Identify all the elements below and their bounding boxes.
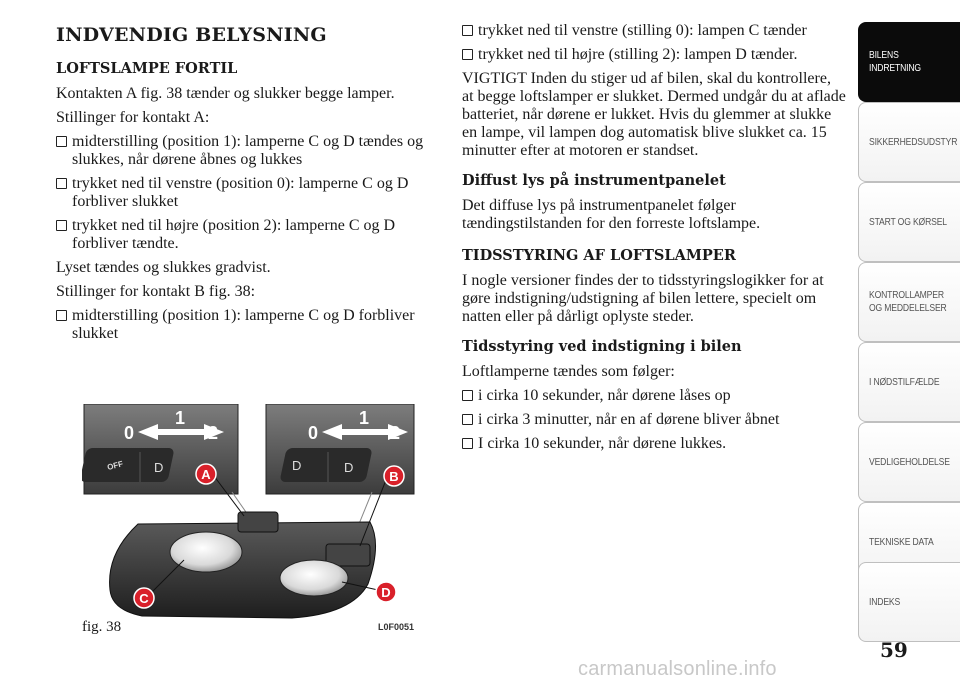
ceiling-lamp-illustration xyxy=(82,404,416,634)
tab-label: KONTROLLAMPER OG MEDDELELSER xyxy=(869,289,947,314)
lamp-c-lens xyxy=(170,532,242,572)
left-column xyxy=(56,22,440,349)
paragraph: Det diffuse lys på instrumentpanelet følger tændingstilstanden for den forreste loftslampe. xyxy=(462,197,761,232)
svg-text:2: 2 xyxy=(390,423,401,443)
tab-label: BILENS INDRETNING xyxy=(869,49,921,74)
lamp-d-lens xyxy=(280,560,348,596)
right-column xyxy=(462,22,846,459)
section-title-diffuse-light: Diffust lys på instrumentpanelet xyxy=(462,172,726,189)
section-title-front-lamp: LOFTSLAMPE FORTIL xyxy=(56,60,238,77)
switch-a-detail xyxy=(82,448,175,482)
list-item: trykket ned til venstre (stilling 0): lampen C tænder xyxy=(462,22,846,40)
switch-b-detail xyxy=(279,448,372,482)
watermark: carmanualsonline.info xyxy=(578,658,777,680)
tab-vedligeholdelse[interactable] xyxy=(858,422,960,502)
tab-start-og-korsel[interactable] xyxy=(858,182,960,262)
page-title: INDVENDIG BELYSNING xyxy=(56,24,327,46)
svg-text:OFF: OFF xyxy=(106,459,125,472)
tab-label: START OG KØRSEL xyxy=(869,215,947,228)
list-item: trykket ned til højre (position 2): lamperne C og D forbliver tændte. xyxy=(56,217,440,253)
tab-sikkerhedsudstyr[interactable] xyxy=(858,102,960,182)
checkbox-bullet-icon xyxy=(462,49,473,60)
svg-text:D: D xyxy=(154,460,164,475)
list-item: trykket ned til venstre (position 0): lamperne C og D forbliver slukket xyxy=(56,175,440,211)
list-item: midterstilling (position 1): lamperne C og D forbliver slukket xyxy=(56,307,440,343)
list-timing xyxy=(462,387,846,453)
list-item: I cirka 10 sekunder, når dørene lukkes. xyxy=(462,435,846,453)
tab-label: TEKNISKE DATA xyxy=(869,535,934,548)
svg-text:1: 1 xyxy=(359,408,370,428)
svg-text:D: D xyxy=(344,460,354,475)
checkbox-bullet-icon xyxy=(56,220,67,231)
paragraph: I nogle versioner findes der to tidsstyringslogikker for at gøre indstigning/udstigning af bilen lettere, specielt om natten eller på dårligt oplyste steder. xyxy=(462,272,824,325)
tab-i-nodstilfaelde[interactable] xyxy=(858,342,960,422)
page-number: 59 xyxy=(880,638,908,662)
svg-text:D: D xyxy=(381,585,391,600)
checkbox-bullet-icon xyxy=(56,310,67,321)
checkbox-bullet-icon xyxy=(462,414,473,425)
tab-indeks[interactable] xyxy=(858,562,960,642)
svg-text:C: C xyxy=(139,591,149,606)
paragraph: Loftlamperne tændes som følger: xyxy=(462,363,675,380)
switch-a-on-body xyxy=(238,512,278,532)
list-item: i cirka 10 sekunder, når dørene låses op xyxy=(462,387,846,405)
paragraph: Stillinger for kontakt A: xyxy=(56,109,210,126)
tab-label: SIKKERHEDSUDSTYR xyxy=(869,135,958,148)
list-switch-a xyxy=(56,133,440,253)
checkbox-bullet-icon xyxy=(462,390,473,401)
important-note: VIGTIGT Inden du stiger ud af bilen, skal du kontrollere, at begge loftslamper er slukket. Dermed undgår du at aflade batteriet, når dørene er lukket. Hvis du glemmer at slukke en lampe, vil lampen dog automatisk blive slukket ca. 15 minutter efter at motoren er standset. xyxy=(462,70,846,159)
svg-text:2: 2 xyxy=(208,423,219,443)
tab-kontrollamper[interactable] xyxy=(858,262,960,342)
svg-text:0: 0 xyxy=(124,423,135,443)
list-switch-b-cont xyxy=(462,22,846,64)
svg-text:D: D xyxy=(292,458,302,473)
tab-label: INDEKS xyxy=(869,595,901,608)
checkbox-bullet-icon xyxy=(462,25,473,36)
section-title-timing: TIDSSTYRING AF LOFTSLAMPER xyxy=(462,247,736,264)
paragraph: Stillinger for kontakt B fig. 38: xyxy=(56,283,256,300)
svg-text:A: A xyxy=(201,467,211,482)
paragraph: Kontakten A fig. 38 tænder og slukker begge lamper. xyxy=(56,85,395,102)
tab-label: VEDLIGEHOLDELSE xyxy=(869,455,950,468)
figure-38 xyxy=(82,404,416,634)
tab-label: I NØDSTILFÆLDE xyxy=(869,375,940,388)
list-item: i cirka 3 minutter, når en af dørene bliver åbnet xyxy=(462,411,846,429)
checkbox-bullet-icon xyxy=(462,438,473,449)
figure-code: L0F0051 xyxy=(378,622,415,632)
svg-text:B: B xyxy=(389,469,399,484)
list-switch-b xyxy=(56,307,440,343)
checkbox-bullet-icon xyxy=(56,178,67,189)
svg-text:0: 0 xyxy=(308,423,319,443)
tab-bilens-indretning[interactable] xyxy=(858,22,960,102)
checkbox-bullet-icon xyxy=(56,136,67,147)
list-item: trykket ned til højre (stilling 2): lampen D tænder. xyxy=(462,46,846,64)
list-item: midterstilling (position 1): lamperne C og D tændes og slukkes, når dørene åbnes og lukkes xyxy=(56,133,440,169)
figure-caption: fig. 38 xyxy=(82,619,122,635)
section-title-entry-timing: Tidsstyring ved indstigning i bilen xyxy=(462,338,742,355)
paragraph: Lyset tændes og slukkes gradvist. xyxy=(56,259,271,276)
svg-text:1: 1 xyxy=(175,408,186,428)
